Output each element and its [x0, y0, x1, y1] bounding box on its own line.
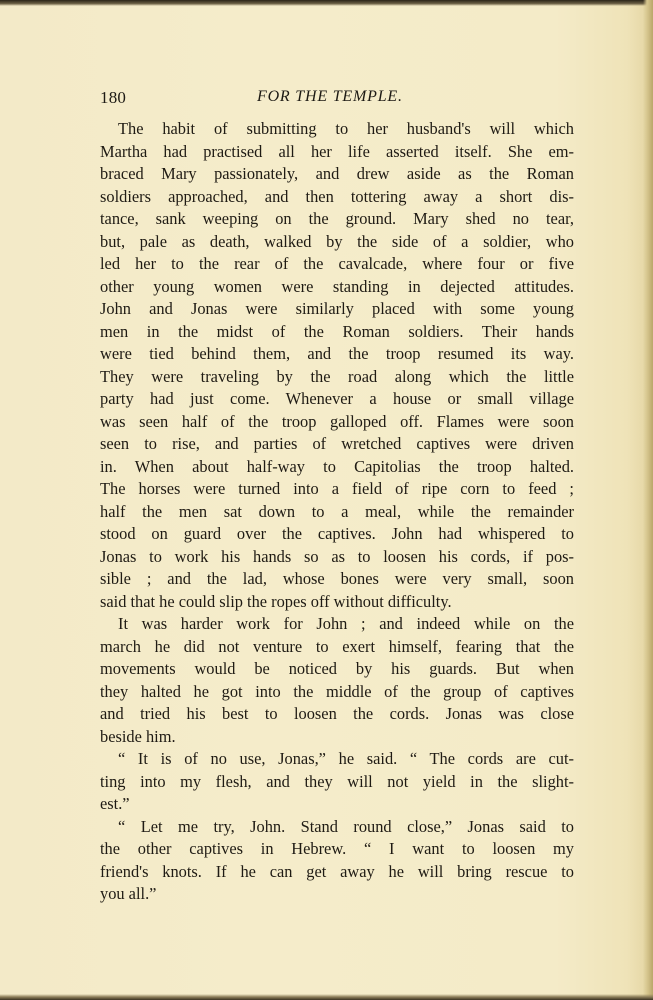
text-line: led her to the rear of the cavalcade, where four or five: [100, 254, 574, 273]
text-line: half the men sat down to a meal, while the remainder: [100, 501, 574, 521]
text-line: braced Mary passionately, and drew aside as the Roman: [100, 164, 574, 183]
text-line: movements would be noticed by his guards. But when: [100, 659, 574, 678]
text-line: stood on guard over the captives. John had whispered to: [100, 524, 574, 543]
text-line: It was harder work for John ; and indeed while on the: [118, 614, 574, 633]
text-line: John and Jonas were similarly placed with some young: [100, 299, 574, 318]
page-number: 180: [100, 88, 127, 107]
text-line: est.”: [100, 794, 130, 813]
text-line: you all.”: [100, 884, 157, 903]
text-line: They were traveling by the road along which the little: [100, 366, 574, 386]
text-line: “ Let me try, John. Stand round close,” Jonas said to: [118, 816, 574, 836]
text-line: Martha had practised all her life asserted itself. She em-: [100, 141, 574, 161]
text-line: “ It is of no use, Jonas,” he said. “ The cords are cut-: [118, 749, 574, 768]
text-line: friend's knots. If he can get away he will bring rescue to: [100, 861, 574, 881]
page-right-edge: [643, 0, 653, 1000]
page-header: [100, 88, 580, 110]
text-line: men in the midst of the Roman soldiers. Their hands: [100, 321, 574, 341]
text-line: in. When about half-way to Capitolias the troop halted.: [100, 456, 574, 476]
text-line: beside him.: [100, 726, 176, 746]
text-line: were tied behind them, and the troop resumed its way.: [100, 344, 574, 363]
text-line: The horses were turned into a field of ripe corn to feed ;: [100, 479, 574, 498]
page-bottom-edge: [0, 994, 653, 1000]
text-line: they halted he got into the middle of the group of captives: [100, 681, 574, 701]
text-line: tance, sank weeping on the ground. Mary shed no tear,: [100, 209, 574, 228]
text-line: the other captives in Hebrew. “ I want to loosen my: [100, 839, 574, 858]
text-line: seen to rise, and parties of wretched captives were driven: [100, 434, 574, 453]
text-line: ting into my flesh, and they will not yield in the slight-: [100, 771, 574, 791]
text-line: party had just come. Whenever a house or small village: [100, 389, 574, 408]
body-text: [100, 118, 574, 906]
text-line: march he did not venture to exert himself, fearing that the: [100, 636, 574, 656]
text-line: said that he could slip the ropes off without difficulty.: [100, 591, 452, 611]
text-line: but, pale as death, walked by the side of a soldier, who: [100, 231, 574, 251]
text-line: soldiers approached, and then tottering away a short dis-: [100, 186, 574, 206]
text-line: Jonas to work his hands so as to loosen his cords, if pos-: [100, 546, 574, 566]
text-line: The habit of submitting to her husband's will which: [118, 119, 574, 138]
text-line: was seen half of the troop galloped off. Flames were soon: [100, 411, 574, 431]
text-line: and tried his best to loosen the cords. Jonas was close: [100, 704, 574, 723]
running-title: FOR THE TEMPLE.: [257, 88, 403, 105]
text-line: sible ; and the lad, whose bones were very small, soon: [100, 569, 574, 588]
page-top-edge: [0, 0, 653, 6]
text-line: other young women were standing in dejected attitudes.: [100, 276, 574, 296]
